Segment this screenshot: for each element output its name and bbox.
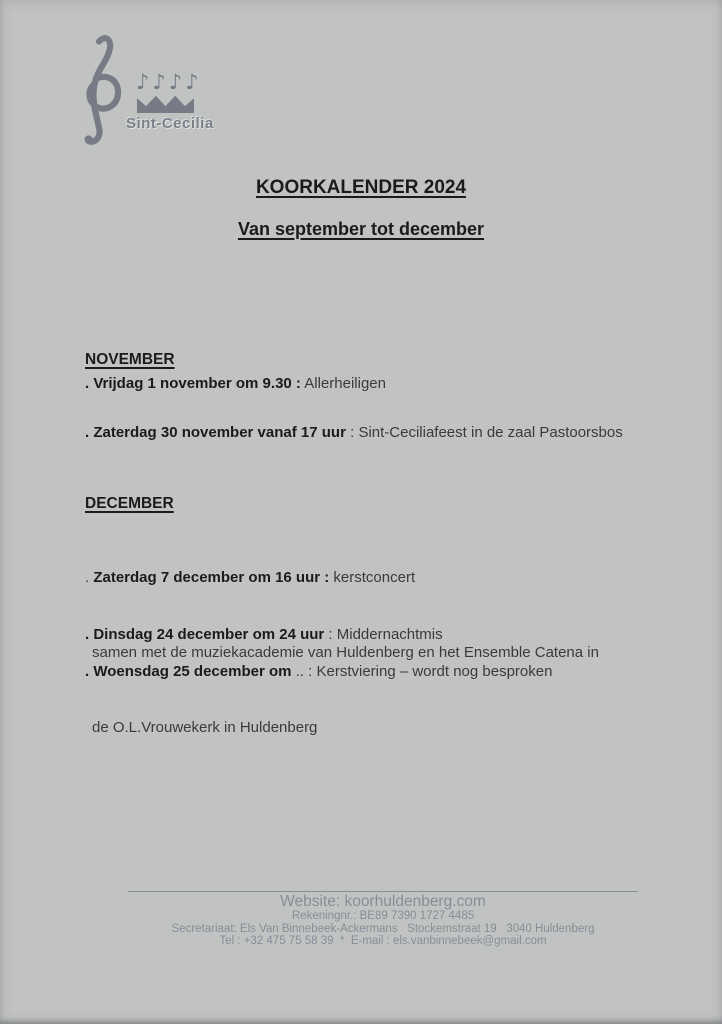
footer-account-number: Rekeningnr.: BE89 7390 1727 4485 bbox=[291, 910, 475, 922]
footer-contact: Tel : +32 475 75 58 39 * E-mail : els.vanbinnebeek@gmail.com bbox=[219, 935, 547, 948]
event-date: . Woensdag 25 december om bbox=[85, 663, 292, 680]
treble-clef-icon bbox=[70, 32, 128, 146]
music-notes-icon: ♪♪♪♪ bbox=[136, 70, 202, 94]
event-ceciliafeest bbox=[85, 420, 665, 445]
event-date: . Zaterdag 30 november vanaf 17 uur bbox=[85, 424, 346, 441]
event-line-continuation: de O.L.Vrouwekerk in Huldenberg bbox=[92, 719, 318, 736]
event-date: . Dinsdag 24 december om 24 uur bbox=[85, 626, 325, 643]
event-kerstconcert bbox=[85, 515, 665, 790]
event-date: . Vrijdag 1 november om 9.30 : bbox=[85, 375, 301, 392]
section-heading-november: NOVEMBER bbox=[85, 351, 175, 368]
section-heading-december: DECEMBER bbox=[85, 495, 174, 512]
footer-divider bbox=[128, 891, 638, 892]
event-kerstviering bbox=[85, 659, 665, 684]
crown-icon bbox=[137, 95, 194, 113]
event-line bbox=[85, 565, 665, 590]
event-date: Zaterdag 7 december om 16 uur : bbox=[93, 569, 330, 586]
footer bbox=[128, 893, 638, 948]
footer-secretariat: Secretariaat: Els Van Binnebeek-Ackermans Stockemstraat 19 3040 Huldenberg bbox=[171, 922, 595, 935]
event-description: .. : Kerstviering – wordt nog besproken bbox=[291, 663, 553, 680]
event-allerheiligen bbox=[85, 371, 665, 396]
event-bullet: . bbox=[85, 569, 94, 586]
event-description: Allerheiligen bbox=[300, 375, 386, 392]
event-line-continuation: samen met de muziekacademie van Huldenberg en het Ensemble Catena in bbox=[92, 644, 599, 661]
event-description: : Middernachtmis bbox=[324, 626, 443, 643]
footer-website: Website: koorhuldenberg.com bbox=[280, 893, 486, 910]
event-middernachtmis bbox=[85, 622, 665, 647]
event-description: kerstconcert bbox=[329, 569, 416, 586]
logo-label: Sint-Cecilia bbox=[126, 115, 214, 132]
page-title: KOORKALENDER 2024 bbox=[255, 177, 467, 198]
page-subtitle: Van september tot december bbox=[237, 219, 485, 239]
event-description: : Sint-Ceciliafeest in de zaal Pastoorsbos bbox=[345, 424, 623, 441]
